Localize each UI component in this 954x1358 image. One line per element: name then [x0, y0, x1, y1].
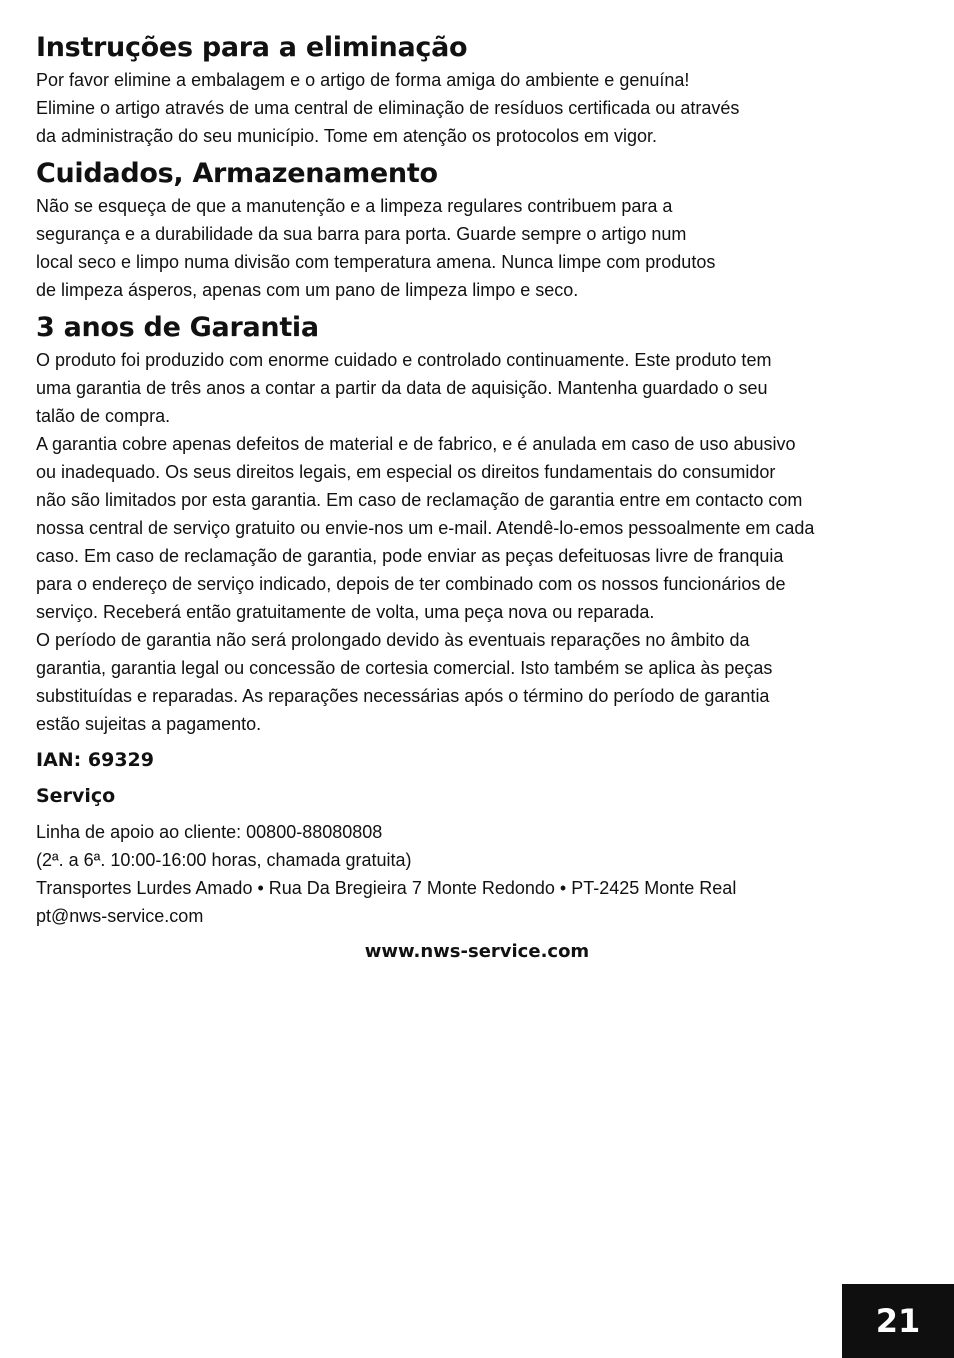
- text-line: Não se esqueça de que a manutenção e a limpeza regulares contribuem para a: [36, 196, 673, 216]
- document-page: [36, 30, 918, 966]
- text-line: O período de garantia não será prolongado devido às eventuais reparações no âmbito da: [36, 630, 750, 650]
- text-line: substituídas e reparadas. As reparações necessárias após o término do período de garantia: [36, 686, 770, 706]
- warranty-heading: 3 anos de Garantia: [36, 312, 319, 343]
- care-text: [36, 192, 918, 304]
- service-text: [36, 818, 918, 930]
- warranty-section: [36, 310, 918, 738]
- text-line: segurança e a durabilidade da sua barra para porta. Guarde sempre o artigo num: [36, 224, 687, 244]
- text-line: nossa central de serviço gratuito ou envie-nos um e-mail. Atendê-lo-emos pessoalmente em cada: [36, 518, 815, 538]
- disposal-text: [36, 66, 918, 150]
- text-line: de limpeza ásperos, apenas com um pano de limpeza limpo e seco.: [36, 280, 579, 300]
- text-line: da administração do seu município. Tome em atenção os protocolos em vigor.: [36, 126, 657, 146]
- service-section: [36, 782, 918, 966]
- care-section: [36, 156, 918, 304]
- text-line: A garantia cobre apenas defeitos de material e de fabrico, e é anulada em caso de uso abusivo: [36, 434, 796, 454]
- service-address: Transportes Lurdes Amado • Rua Da Bregieira 7 Monte Redondo • PT-2425 Monte Real: [36, 878, 737, 898]
- text-line: garantia, garantia legal ou concessão de cortesia comercial. Isto também se aplica às peças: [36, 658, 773, 678]
- text-line: Por favor elimine a embalagem e o artigo de forma amiga do ambiente e genuína!: [36, 70, 690, 90]
- text-line: Elimine o artigo através de uma central de eliminação de resíduos certificada ou através: [36, 98, 740, 118]
- service-email[interactable]: pt@nws-service.com: [36, 906, 204, 926]
- service-website-link[interactable]: www.nws-service.com: [364, 941, 590, 962]
- ian-number: IAN: 69329: [36, 749, 154, 771]
- disposal-heading: Instruções para a eliminação: [36, 32, 468, 63]
- text-line: caso. Em caso de reclamação de garantia, pode enviar as peças defeituosas livre de franquia: [36, 546, 784, 566]
- text-line: local seco e limpo numa divisão com temperatura amena. Nunca limpe com produtos: [36, 252, 716, 272]
- service-hotline: Linha de apoio ao cliente: 00800-88080808: [36, 822, 383, 842]
- text-line: serviço. Receberá então gratuitamente de volta, uma peça nova ou reparada.: [36, 602, 655, 622]
- text-line: ou inadequado. Os seus direitos legais, em especial os direitos fundamentais do consumidor: [36, 462, 776, 482]
- service-hours: (2ª. a 6ª. 10:00-16:00 horas, chamada gratuita): [36, 850, 412, 870]
- warranty-text: [36, 346, 918, 738]
- disposal-section: [36, 30, 918, 150]
- text-line: O produto foi produzido com enorme cuidado e controlado continuamente. Este produto tem: [36, 350, 772, 370]
- service-heading: Serviço: [36, 785, 116, 807]
- page-number: 21: [842, 1284, 954, 1358]
- text-line: para o endereço de serviço indicado, depois de ter combinado com os nossos funcionários de: [36, 574, 786, 594]
- text-line: não são limitados por esta garantia. Em caso de reclamação de garantia entre em contacto com: [36, 490, 803, 510]
- text-line: talão de compra.: [36, 406, 171, 426]
- text-line: estão sujeitas a pagamento.: [36, 714, 262, 734]
- text-line: uma garantia de três anos a contar a partir da data de aquisição. Mantenha guardado o seu: [36, 378, 768, 398]
- care-heading: Cuidados, Armazenamento: [36, 158, 438, 189]
